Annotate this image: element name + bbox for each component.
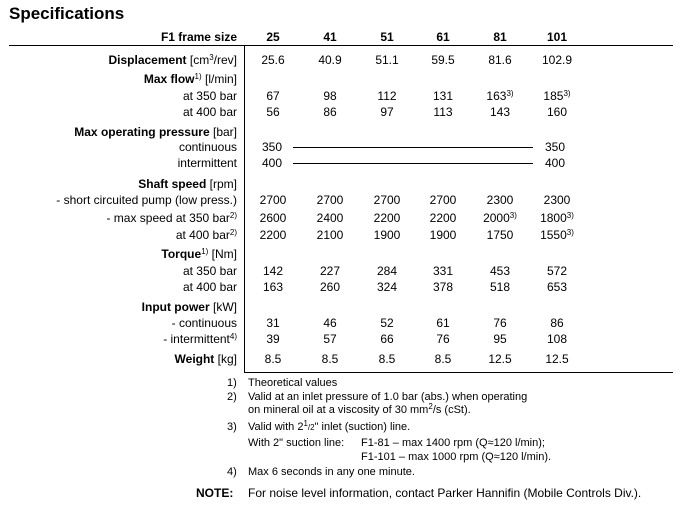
shaft-speed-max350-label: - max speed at 350 bar$^{2)}$ — [106, 211, 237, 225]
shaft-speed-short-value-41: 2700 — [316, 193, 344, 207]
shaft-speed-350-value-41: 2400 — [316, 211, 344, 225]
shaft-speed-350-value-25: 2600 — [259, 211, 287, 225]
shaft-speed-short-value-61: 2700 — [429, 193, 457, 207]
frame-size-101: 101 — [546, 30, 568, 44]
shaft-speed-short-value-51: 2700 — [373, 193, 401, 207]
footnote-2-line2: on mineral oil at a viscosity of 30 $mm^2/s$ (cSt). — [248, 402, 471, 416]
max-flow-400-label: at 400 bar — [182, 105, 237, 119]
max-flow-350-value-51: 112 — [377, 89, 397, 103]
table-bottom-rule — [244, 372, 673, 373]
max-pressure-label: Max operating pressure [bar] — [74, 125, 237, 139]
page-title: Specifications — [9, 4, 125, 23]
frame-size-label: F1 frame size — [160, 30, 237, 44]
footnote-3-line3: F1-101 – max 1000 rpm (Q≈120 l/min). — [361, 451, 552, 463]
shaft-speed-400-value-41: 2100 — [316, 228, 344, 242]
weight-value-101: 12.5 — [545, 352, 569, 366]
max-flow-400-value-41: 86 — [323, 105, 337, 119]
max-flow-350-value-61: 131 — [432, 89, 454, 103]
displacement-value-41: 40.9 — [318, 53, 342, 67]
torque-400-value-51: 324 — [376, 280, 398, 294]
max-flow-350-value-25: 67 — [266, 89, 280, 103]
shaft-speed-350-value-61: 2200 — [429, 211, 457, 225]
footnote-3-line2: F1-81 – max 1400 rpm (Q≈120 l/min); — [361, 437, 545, 449]
torque-400-value-41: 260 — [319, 280, 341, 294]
max-flow-400-value-81: 143 — [489, 105, 511, 119]
torque-400-label: at 400 bar — [182, 280, 237, 294]
shaft-speed-350-value-81: 2000$^{3)}$ — [483, 211, 517, 225]
max-flow-400-value-61: 113 — [433, 105, 453, 119]
shaft-speed-350-value-101: 1800$^{3)}$ — [540, 211, 574, 225]
frame-size-41: 41 — [323, 30, 337, 44]
pressure-continuous-min: 350 — [262, 140, 283, 154]
torque-350-value-25: 142 — [262, 264, 284, 278]
displacement-value-25: 25.6 — [261, 53, 285, 67]
footnote-2-line1: Valid at an inlet pressure of 1.0 bar (abs.) when operating — [248, 391, 528, 403]
input-power-continuous-value-41: 46 — [323, 316, 337, 330]
torque-350-value-61: 331 — [432, 264, 454, 278]
max-flow-400-value-101: 160 — [546, 105, 568, 119]
footnote-4-text: Max 6 seconds in any one minute. — [248, 466, 415, 478]
max-flow-400-value-25: 56 — [266, 105, 280, 119]
displacement-value-51: 51.1 — [375, 53, 399, 67]
shaft-speed-short-value-81: 2300 — [486, 193, 514, 207]
shaft-speed-400-value-51: 1900 — [373, 228, 401, 242]
shaft-speed-short-value-25: 2700 — [259, 193, 287, 207]
shaft-speed-short-label: - short circuited pump (low press.) — [56, 193, 237, 207]
input-power-intermittent-value-51: 66 — [380, 332, 394, 346]
input-power-continuous-value-61: 61 — [436, 316, 450, 330]
pressure-continuous-max: 350 — [545, 140, 566, 154]
weight-value-41: 8.5 — [321, 352, 339, 366]
displacement-label: Displacement $[cm^3/rev]$ — [108, 53, 237, 67]
footnote-1-text: Theoretical values — [248, 377, 338, 389]
displacement-value-61: 59.5 — [431, 53, 455, 67]
weight-value-81: 12.5 — [488, 352, 512, 366]
footnote-2-number: 2) — [227, 391, 237, 403]
weight-value-25: 8.5 — [264, 352, 282, 366]
shaft-speed-400-label: at 400 bar$^{2)}$ — [175, 228, 237, 242]
frame-size-61: 61 — [436, 30, 450, 44]
torque-label: Torque$^{1)}$ [Nm] — [161, 247, 237, 261]
torque-400-value-61: 378 — [432, 280, 454, 294]
displacement-value-81: 81.6 — [488, 53, 512, 67]
shaft-speed-400-value-25: 2200 — [259, 228, 287, 242]
pressure-continuous-label: continuous — [178, 140, 237, 154]
torque-400-value-81: 518 — [489, 280, 511, 294]
input-power-intermittent-value-101: 108 — [546, 332, 568, 346]
max-flow-350-value-41: 98 — [323, 89, 337, 103]
max-flow-400-value-51: 97 — [380, 105, 394, 119]
input-power-intermittent-value-61: 76 — [436, 332, 450, 346]
shaft-speed-label: Shaft speed [rpm] — [138, 177, 237, 191]
input-power-continuous-value-81: 76 — [493, 316, 507, 330]
torque-350-value-41: 227 — [319, 264, 341, 278]
frame-size-25: 25 — [266, 30, 280, 44]
pressure-intermittent-min: 400 — [262, 156, 283, 170]
frame-size-51: 51 — [380, 30, 394, 44]
torque-350-label: at 350 bar — [182, 264, 237, 278]
footnote-1-number: 1) — [227, 377, 237, 389]
max-flow-350-value-101: 185$^{3)}$ — [543, 89, 571, 103]
pressure-intermittent-label: intermittent — [177, 156, 237, 170]
input-power-continuous-value-25: 31 — [266, 316, 280, 330]
torque-350-value-51: 284 — [376, 264, 398, 278]
torque-400-value-101: 653 — [546, 280, 568, 294]
max-flow-350-value-81: 163$^{3)}$ — [486, 89, 514, 103]
torque-350-value-81: 453 — [489, 264, 511, 278]
note-text: For noise level information, contact Parker Hannifin (Mobile Controls Div.). — [248, 486, 642, 500]
weight-value-51: 8.5 — [378, 352, 396, 366]
max-flow-label: Max flow$^{1)}$ [l/min] — [143, 72, 237, 86]
note-label: NOTE: — [196, 486, 234, 500]
frame-size-81: 81 — [493, 30, 507, 44]
input-power-intermittent-value-25: 39 — [266, 332, 280, 346]
shaft-speed-short-value-101: 2300 — [543, 193, 571, 207]
input-power-continuous-value-51: 52 — [380, 316, 394, 330]
shaft-speed-400-value-61: 1900 — [429, 228, 457, 242]
pressure-intermittent-max: 400 — [545, 156, 566, 170]
shaft-speed-350-value-51: 2200 — [373, 211, 401, 225]
weight-value-61: 8.5 — [434, 352, 452, 366]
footnote-3-number: 3) — [227, 421, 237, 433]
footnote-4-number: 4) — [227, 466, 237, 478]
torque-400-value-25: 163 — [262, 280, 284, 294]
max-flow-350-label: at 350 bar — [182, 89, 237, 103]
input-power-intermittent-value-81: 95 — [493, 332, 507, 346]
pressure-intermittent-line — [293, 163, 533, 164]
input-power-continuous-value-101: 86 — [550, 316, 564, 330]
header-rule — [9, 45, 673, 46]
footnote-3-suction-label: With 2" suction line: — [248, 437, 345, 449]
footnote-3-line1: Valid with $2^1/2$" inlet (suction) line. — [248, 419, 411, 433]
displacement-value-101: 102.9 — [541, 53, 573, 67]
input-power-label: Input power [kW] — [141, 300, 237, 314]
input-power-intermittent-label: - intermittent$^{4)}$ — [163, 332, 237, 346]
weight-label: Weight [kg] — [174, 352, 237, 366]
input-power-intermittent-value-41: 57 — [323, 332, 337, 346]
shaft-speed-400-value-81: 1750 — [486, 228, 514, 242]
pressure-continuous-line — [293, 147, 533, 148]
torque-350-value-101: 572 — [546, 264, 568, 278]
input-power-continuous-label: - continuous — [171, 316, 237, 330]
shaft-speed-400-value-101: 1550$^{3)}$ — [540, 228, 574, 242]
